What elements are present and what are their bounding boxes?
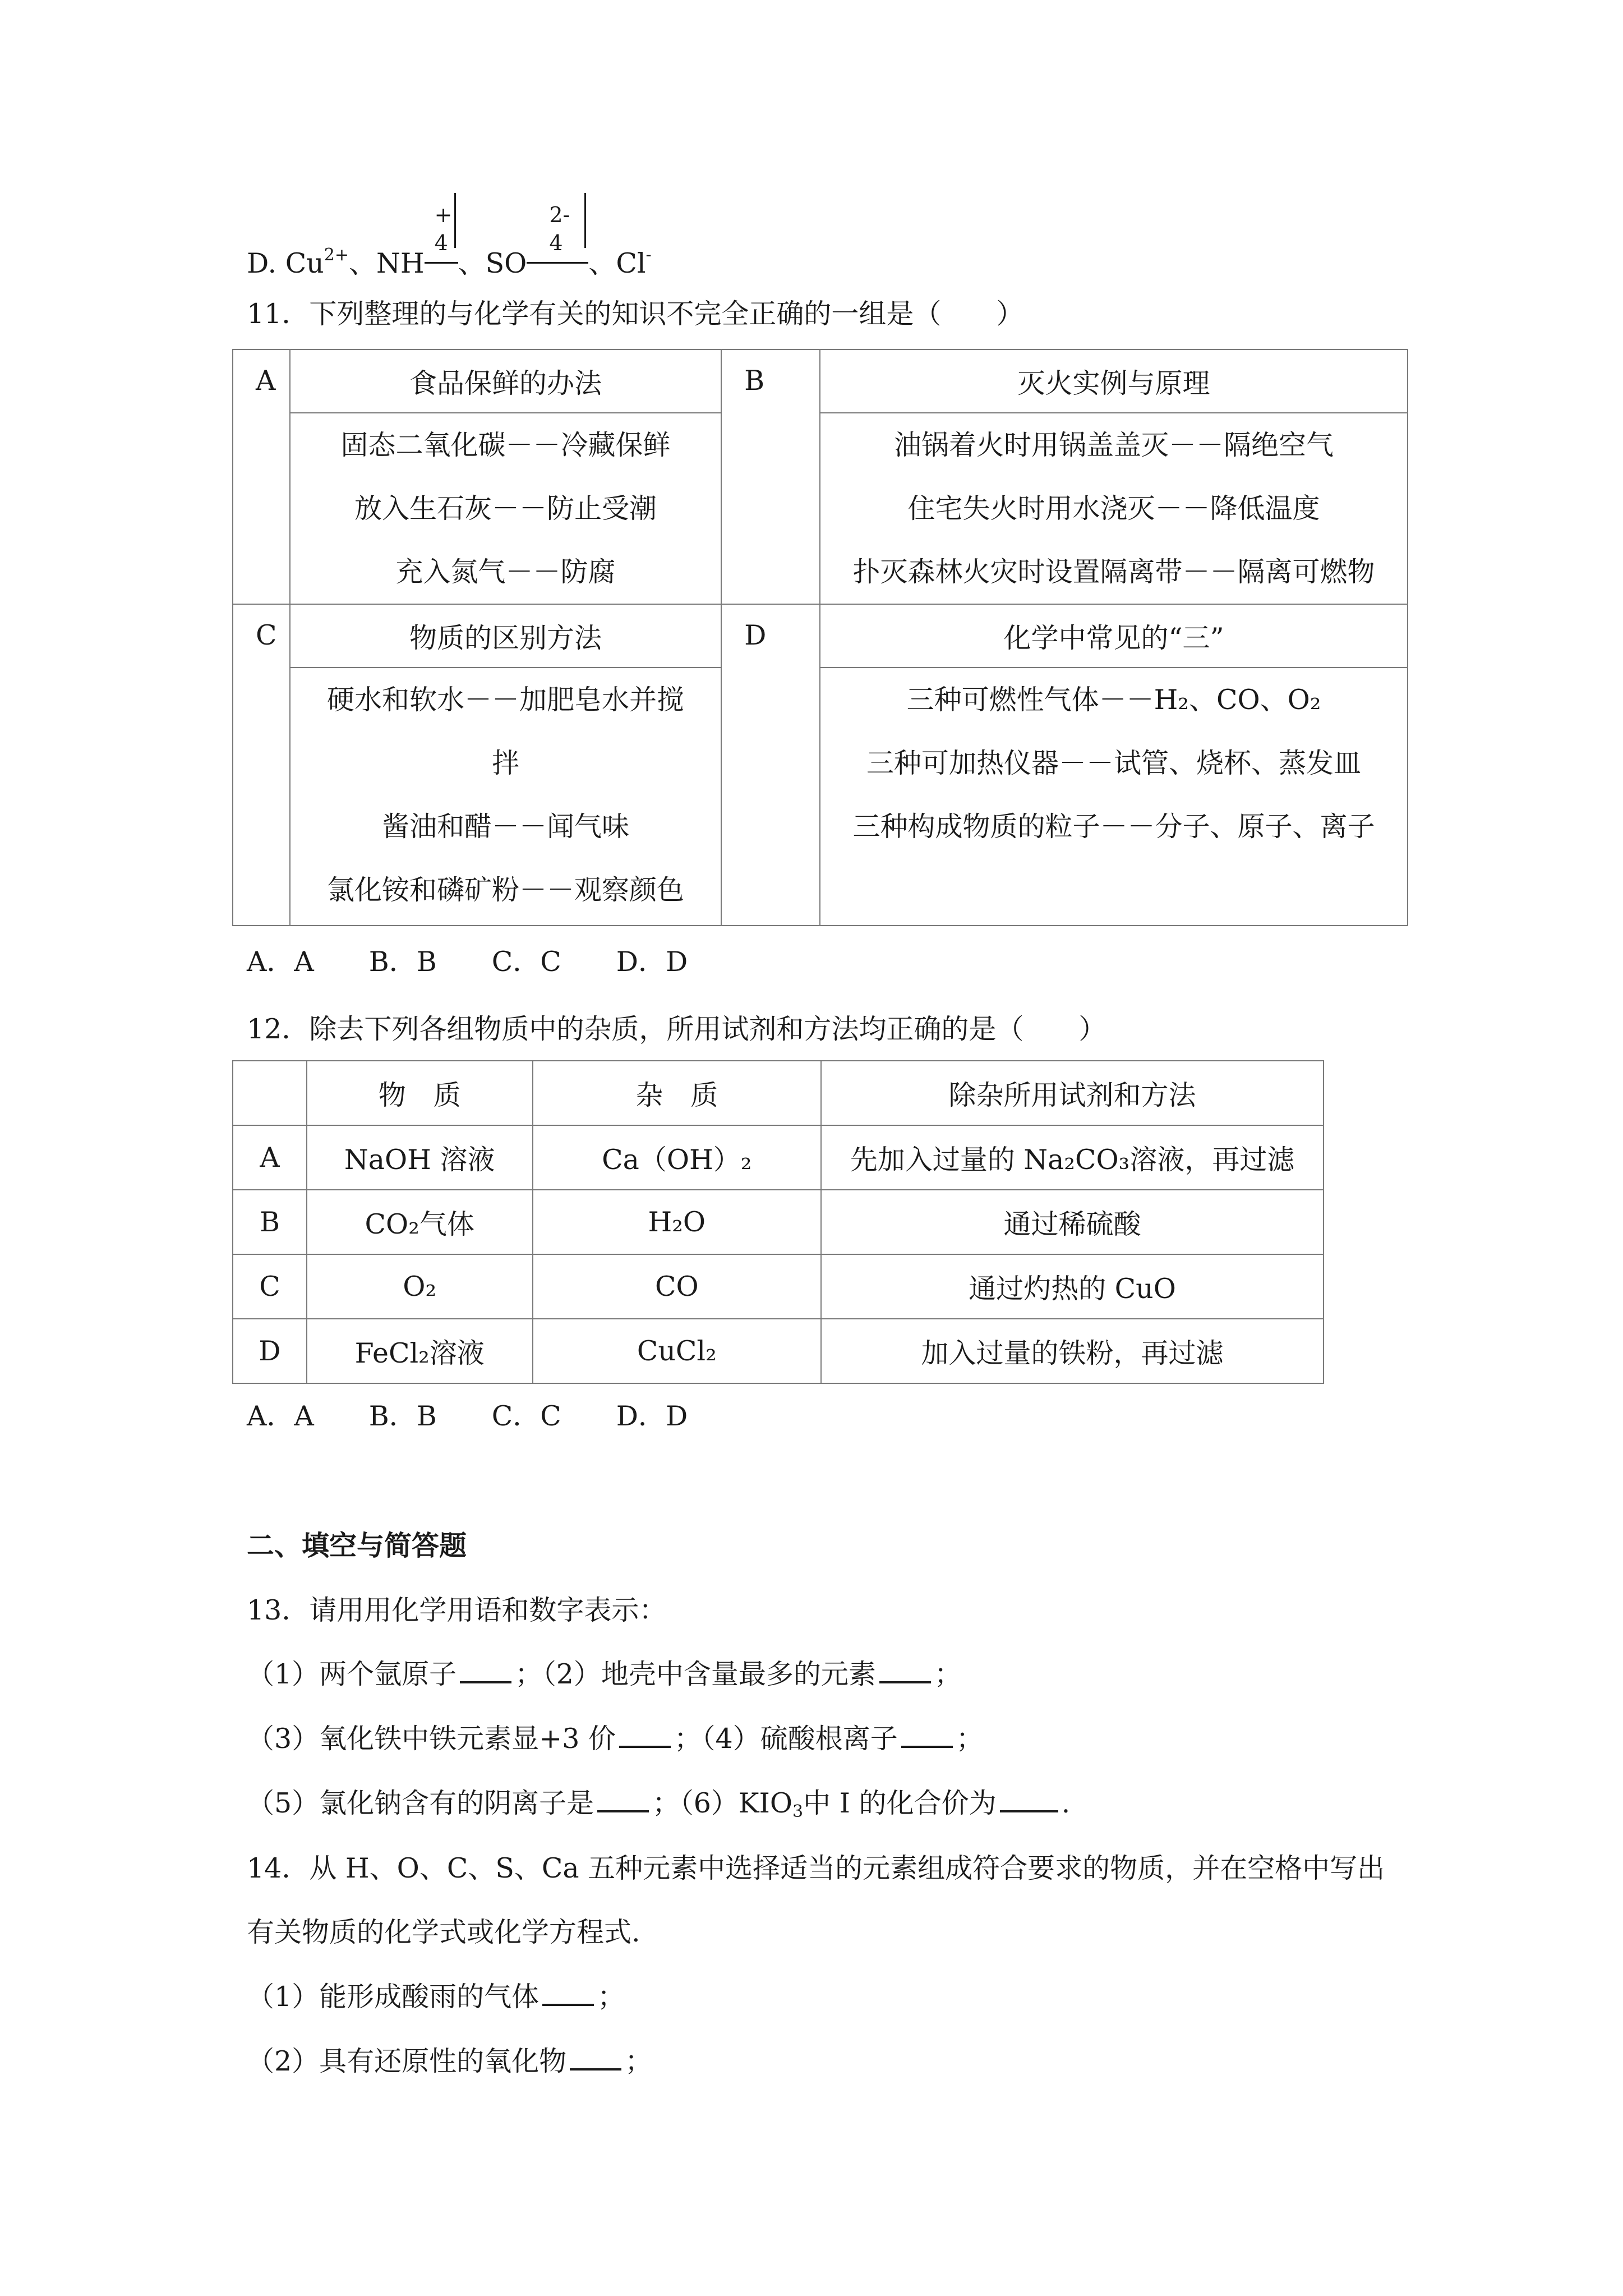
block-items bbox=[290, 413, 721, 604]
fraction-underline bbox=[425, 262, 458, 264]
q13-part-3: （3）氧化铁中铁元素显+3 价 bbox=[247, 1723, 616, 1755]
block-title: 物质的区别方法 bbox=[290, 604, 721, 668]
method-cell: 加入过量的铁粉，再过滤 bbox=[821, 1319, 1324, 1383]
header-cell: 物 质 bbox=[307, 1061, 533, 1125]
cl-charge: - bbox=[645, 245, 652, 265]
q13-line-2 bbox=[247, 1719, 984, 1759]
row-letter: C bbox=[233, 1254, 307, 1319]
q13-part-2: ；（2）地壳中含量最多的元素 bbox=[515, 1658, 876, 1690]
method-cell: 先加入过量的 Na₂CO₃溶液，再过滤 bbox=[821, 1125, 1324, 1190]
q14-stem-1: 14．从 H、O、C、S、Ca 五种元素中选择适当的元素组成符合要求的物质，并在空格中写出 bbox=[247, 1852, 1385, 1884]
table-row bbox=[233, 1254, 1324, 1319]
substance-cell: O₂ bbox=[307, 1254, 533, 1319]
block-title: 灭火实例与原理 bbox=[820, 349, 1408, 413]
q14-stem-2: 有关物质的化学式或化学方程式. bbox=[247, 1916, 640, 1948]
block-item: 氯化铵和磷矿粉－－观察颜色 bbox=[327, 874, 685, 906]
block-items bbox=[820, 413, 1408, 604]
block-letter: A bbox=[233, 349, 290, 604]
block-item: 固态二氧化碳－－冷藏保鲜 bbox=[340, 429, 671, 461]
impurity-cell: H₂O bbox=[533, 1190, 822, 1254]
header-cell bbox=[233, 1061, 307, 1125]
q13-line-1 bbox=[247, 1655, 962, 1694]
q11-answers: A．A B．B C．C D．D bbox=[247, 946, 688, 978]
q13-part-6: ；（6）KIO bbox=[652, 1787, 792, 1819]
q13-punct: ； bbox=[934, 1658, 962, 1690]
so-text: 、SO bbox=[458, 247, 527, 279]
block-title: 食品保鲜的办法 bbox=[290, 349, 721, 413]
impurity-cell: Ca（OH）₂ bbox=[533, 1125, 822, 1190]
block-item: 三种可燃性气体－－H₂、CO、O₂ bbox=[906, 684, 1321, 716]
ammonium-fraction bbox=[425, 203, 458, 278]
cl-text: 、Cl bbox=[588, 247, 646, 279]
block-items bbox=[820, 668, 1408, 926]
nh-charge: + bbox=[434, 203, 453, 227]
answer-blank[interactable] bbox=[619, 1720, 671, 1748]
answer-blank[interactable] bbox=[879, 1655, 931, 1683]
q13-period: . bbox=[1061, 1787, 1071, 1819]
method-cell: 通过灼热的 CuO bbox=[821, 1254, 1324, 1319]
q13-line-3 bbox=[247, 1784, 1070, 1832]
block-item: 拌 bbox=[492, 747, 520, 779]
row-letter: A bbox=[233, 1125, 307, 1190]
block-item: 充入氮气－－防腐 bbox=[395, 556, 616, 588]
answer-blank[interactable] bbox=[901, 1720, 953, 1748]
q14-part-1: （1）能形成酸雨的气体 bbox=[247, 1981, 540, 2013]
q12-answers: A．A B．B C．C D．D bbox=[247, 1400, 688, 1432]
table-row bbox=[233, 1319, 1324, 1383]
answer-blank[interactable] bbox=[460, 1655, 511, 1683]
so-subscript: 4 bbox=[549, 231, 563, 255]
header-cell: 杂 质 bbox=[533, 1061, 822, 1125]
answer-blank[interactable] bbox=[542, 1978, 594, 2006]
q14-part-2: （2）具有还原性的氧化物 bbox=[247, 2045, 567, 2077]
row-letter: B bbox=[233, 1190, 307, 1254]
substance-cell: CO₂气体 bbox=[307, 1190, 533, 1254]
q13-part-1: （1）两个氩原子 bbox=[247, 1658, 457, 1690]
q13-stem: 13．请用用化学用语和数字表示： bbox=[247, 1594, 667, 1626]
q14-punct: ； bbox=[597, 1981, 625, 2013]
table-header-row bbox=[233, 1061, 1324, 1125]
q11-table bbox=[232, 349, 1408, 926]
block-item: 油锅着火时用锅盖盖灭－－隔绝空气 bbox=[894, 429, 1334, 461]
substance-cell: NaOH 溶液 bbox=[307, 1125, 533, 1190]
block-items bbox=[290, 668, 721, 926]
header-cell: 除杂所用试剂和方法 bbox=[821, 1061, 1324, 1125]
q14-line-1 bbox=[247, 1977, 625, 2017]
q13-part-5: （5）氯化钠含有的阴离子是 bbox=[247, 1787, 594, 1819]
sulfate-fraction bbox=[527, 203, 588, 278]
answer-blank[interactable] bbox=[597, 1784, 649, 1812]
block-item: 三种可加热仪器－－试管、烧杯、蒸发皿 bbox=[866, 747, 1362, 779]
option-d-prefix: D. Cu bbox=[247, 247, 324, 279]
q12-table bbox=[232, 1060, 1324, 1384]
answer-blank[interactable] bbox=[1000, 1784, 1058, 1812]
q14-punct: ； bbox=[625, 2045, 653, 2077]
substance-cell: FeCl₂溶液 bbox=[307, 1319, 533, 1383]
block-letter: C bbox=[233, 604, 290, 926]
block-item: 放入生石灰－－防止受潮 bbox=[354, 493, 657, 524]
q11-stem: 11．下列整理的与化学有关的知识不完全正确的一组是（ ） bbox=[247, 298, 1024, 330]
block-item: 酱油和醋－－闻气味 bbox=[382, 811, 630, 843]
q10-option-d bbox=[247, 203, 652, 283]
fraction-underline bbox=[527, 262, 588, 264]
nh-subscript: 4 bbox=[434, 231, 448, 255]
q14-line-2 bbox=[247, 2042, 652, 2081]
fraction-bar bbox=[454, 193, 456, 248]
impurity-cell: CuCl₂ bbox=[533, 1319, 822, 1383]
fraction-bar bbox=[584, 193, 586, 248]
nh-text: 、NH bbox=[348, 247, 425, 279]
block-item: 住宅失火时用水浇灭－－降低温度 bbox=[907, 493, 1320, 524]
block-item: 三种构成物质的粒子－－分子、原子、离子 bbox=[852, 811, 1375, 843]
method-cell: 通过稀硫酸 bbox=[821, 1190, 1324, 1254]
block-letter: B bbox=[721, 349, 820, 604]
answer-blank[interactable] bbox=[570, 2042, 621, 2070]
q12-stem: 12．除去下列各组物质中的杂质，所用试剂和方法均正确的是（ ） bbox=[247, 1013, 1106, 1045]
q13-part-4: ；（4）硫酸根离子 bbox=[674, 1723, 898, 1755]
block-item: 硬水和软水－－加肥皂水并搅 bbox=[327, 684, 685, 716]
so-charge: 2- bbox=[549, 203, 570, 227]
table-row bbox=[233, 1190, 1324, 1254]
impurity-cell: CO bbox=[533, 1254, 822, 1319]
block-item: 扑灭森林火灾时设置隔离带－－隔离可燃物 bbox=[852, 556, 1375, 588]
block-title: 化学中常见的“三” bbox=[820, 604, 1408, 668]
section-heading: 二、填空与简答题 bbox=[247, 1529, 467, 1562]
table-row bbox=[233, 1125, 1324, 1190]
q13-part-6b: 中 I 的化合价为 bbox=[803, 1787, 997, 1819]
q13-punct: ； bbox=[956, 1723, 984, 1755]
row-letter: D bbox=[233, 1319, 307, 1383]
kio3-subscript: 3 bbox=[792, 1802, 804, 1821]
cu-charge: 2+ bbox=[324, 245, 349, 265]
block-letter: D bbox=[721, 604, 820, 926]
